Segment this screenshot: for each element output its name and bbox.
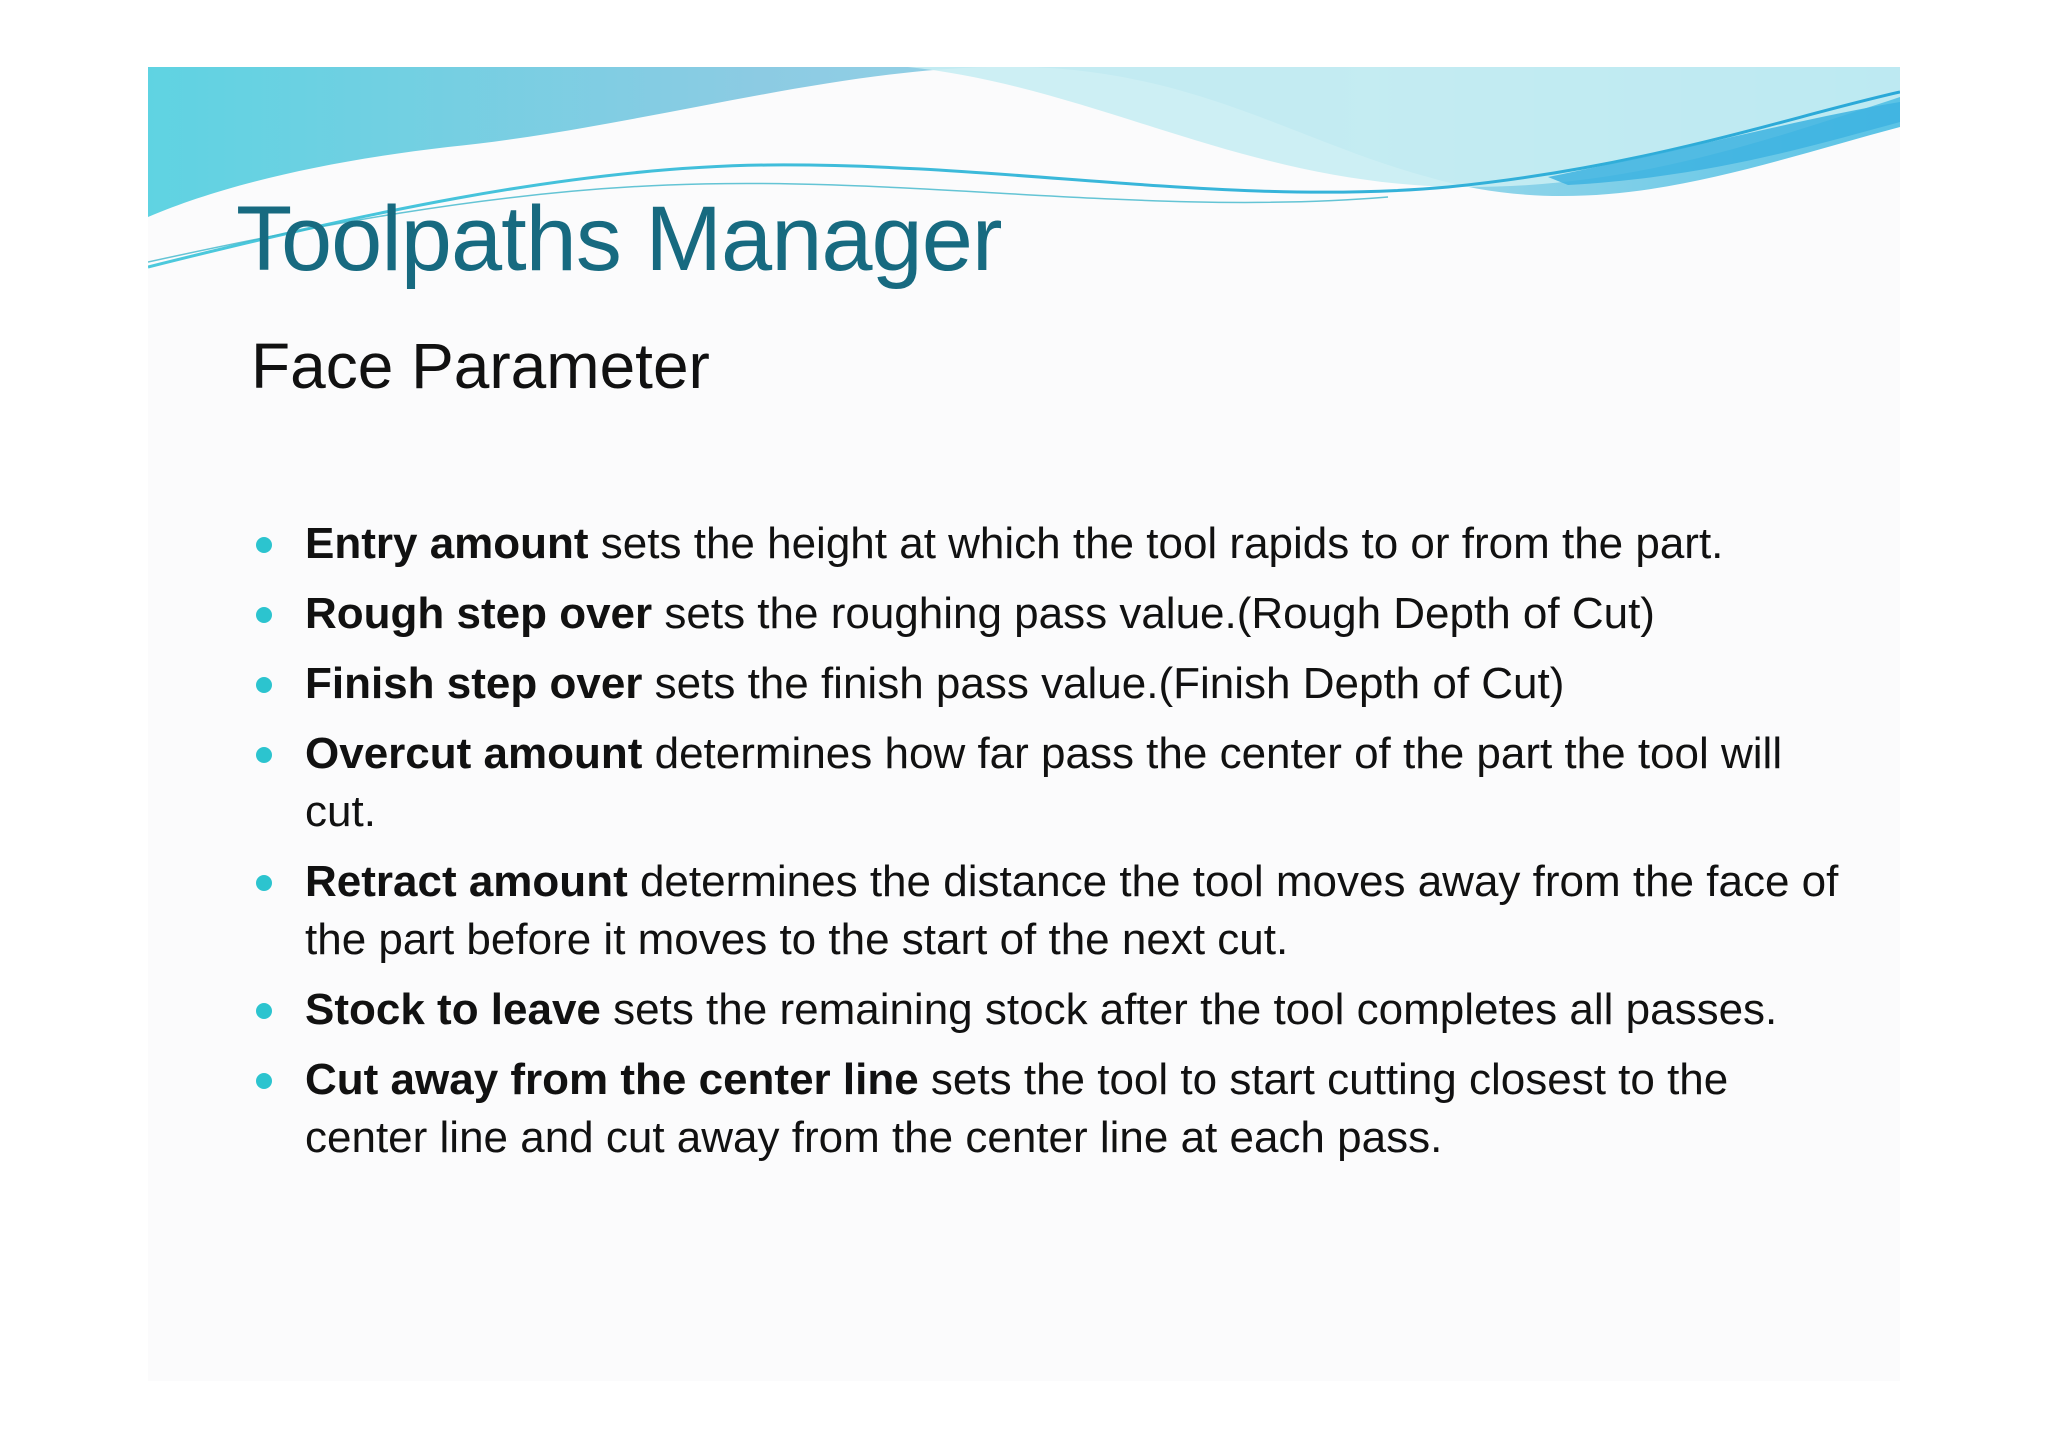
list-item (251, 1051, 1851, 1167)
list-item (251, 981, 1851, 1039)
bullet-term: Overcut amount (305, 729, 643, 778)
bullet-dot-icon (256, 1003, 272, 1019)
list-item (251, 725, 1851, 841)
bullet-text: sets the finish pass value.(Finish Depth of Cut) (642, 659, 1565, 708)
bullet-term: Cut away from the center line (305, 1055, 919, 1104)
bullet-term: Finish step over (305, 659, 643, 708)
bullet-text: determines the distance the tool moves away from the face of the part before it moves to the start of the next cut. (305, 857, 1839, 964)
bullet-dot-icon (256, 607, 272, 623)
bullet-dot-icon (256, 875, 272, 891)
bullet-dot-icon (256, 537, 272, 553)
bullet-text: determines how far pass the center of the part the tool will cut. (305, 729, 1783, 836)
bullet-term: Entry amount (305, 519, 589, 568)
slide-subtitle: Face Parameter (251, 330, 710, 402)
bullet-list (251, 515, 1851, 1179)
bullet-dot-icon (256, 677, 272, 693)
bullet-text: sets the tool to start cutting closest to the center line and cut away from the center line at each pass. (305, 1055, 1729, 1162)
bullet-text: sets the height at which the tool rapids to or from the part. (588, 519, 1724, 568)
list-item (251, 585, 1851, 643)
slide (148, 67, 1900, 1381)
bullet-term: Rough step over (305, 589, 653, 638)
bullet-term: Retract amount (305, 857, 628, 906)
list-item (251, 853, 1851, 969)
bullet-dot-icon (256, 1073, 272, 1089)
list-item (251, 515, 1851, 573)
bullet-dot-icon (256, 747, 272, 763)
list-item (251, 655, 1851, 713)
bullet-text: sets the roughing pass value.(Rough Depth of Cut) (652, 589, 1655, 638)
bullet-term: Stock to leave (305, 985, 601, 1034)
slide-title: Toolpaths Manager (236, 188, 1002, 290)
bullet-text: sets the remaining stock after the tool completes all passes. (600, 985, 1778, 1034)
